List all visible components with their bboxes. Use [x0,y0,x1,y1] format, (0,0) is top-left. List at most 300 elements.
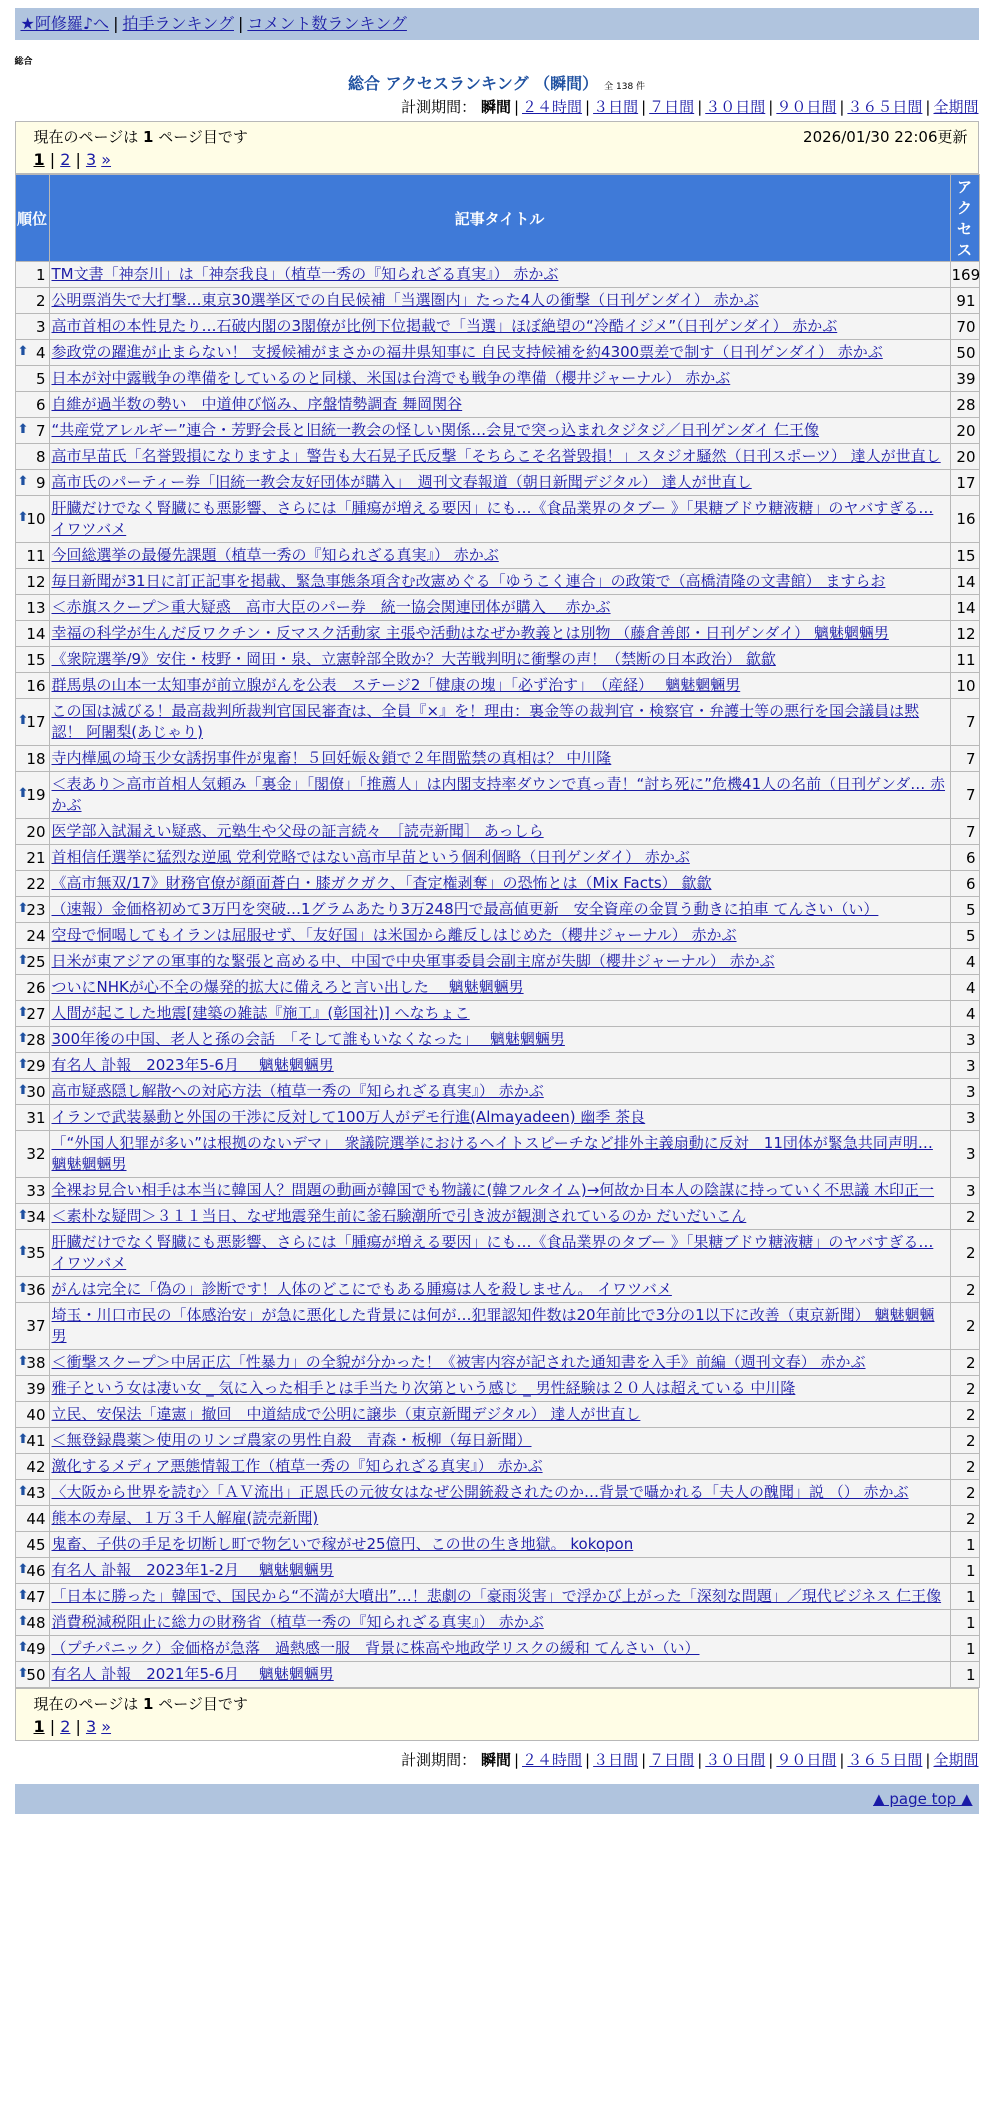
rank-cell [15,746,49,772]
access-count: 169 [950,262,979,288]
access-count: 2 [950,1350,979,1376]
article-link[interactable]: 有名人 訃報 2023年1-2月 魑魅魍魎男 [51,1561,334,1579]
article-link[interactable]: 人間が起こした地震[建築の雑誌『施工』(彰国社)] へなちょこ [51,1004,470,1022]
access-count: 2 [950,1230,979,1277]
article-link[interactable]: 埼玉・川口市民の「体感治安」が急に悪化した背景には何が…犯罪認知件数は20年前比で3分の1以下に改善（東京新聞） 魑魅魍魎男 [51,1306,935,1345]
table-row [15,1376,979,1402]
article-link[interactable]: 幸福の科学が生んだ反ワクチン・反マスク活動家 主張や活動はなぜか教義とは別物 （藤倉善郎・日刊ゲンダイ） 魑魅魍魎男 [51,624,889,642]
period-option[interactable]: 全期間 [933,98,979,116]
rank-cell [15,1454,49,1480]
table-row [15,1303,979,1350]
title-cell [49,496,950,543]
rank-number: 38 [26,1353,46,1372]
access-count: 10 [950,673,979,699]
article-link[interactable]: 今回総選挙の最優先課題（植草一秀の『知られざる真実』） 赤かぶ [51,546,499,564]
period-option[interactable]: ３日間 [593,98,639,116]
title-cell [49,418,950,444]
article-link[interactable]: TM文書「神奈川」は「神奈我良」（植草一秀の『知られざる真実』） 赤かぶ [51,265,559,283]
article-link[interactable]: 公明票消失で大打撃…東京30選挙区での自民候補「当選圏内」たった4人の衝撃（日刊ゲンダイ） 赤かぶ [51,291,759,309]
rank-up-arrow-icon: ⬆ [17,343,29,359]
period-option[interactable]: ７日間 [649,1751,695,1769]
rank-up-arrow-icon: ⬆ [17,952,29,968]
rank-up-arrow-icon: ⬆ [17,1030,29,1046]
rank-cell [15,1027,49,1053]
article-link[interactable]: 立民、安保法「違憲」撤回 中道結成で公明に譲歩（東京新聞デジタル） 達人が世直し [51,1405,641,1423]
article-link[interactable]: ＜無登録農薬＞使用のリンゴ農家の男性自殺 青森・板柳（毎日新聞） [51,1431,532,1449]
rank-up-arrow-icon: ⬆ [17,473,29,489]
title-cell [49,340,950,366]
article-link[interactable]: 肝臓だけでなく腎臓にも悪影響、さらには「腫瘍が増える要因」にも…《食品業界のタブー 》「果糖ブドウ糖液糖」のヤバすぎる… イワツバメ [51,1233,934,1272]
title-cell [49,392,950,418]
title-header: 記事タイトル [49,175,950,262]
rank-number: 20 [26,822,46,841]
article-link[interactable]: 日本が対中露戦争の準備をしているのと同様、米国は台湾でも戦争の準備（櫻井ジャーナル） 赤かぶ [51,369,731,387]
title-cell [49,1506,950,1532]
period-selector: 計測期間： 瞬間 | ２４時間 | ３日間 | ７日間 | ３０日間 | ９０日間 | ３６５日間 | 全期間 [401,98,979,116]
rank-number: 26 [26,978,46,997]
rank-number: 22 [26,874,46,893]
access-count: 3 [950,1105,979,1131]
rank-cell [15,621,49,647]
article-link[interactable]: （速報）金価格初めて3万円を突破…1グラムあたり3万248円で最高値更新 安全資産の金買う動きに拍車 てんさい（い） [51,900,879,918]
page-top-link[interactable]: ▲ page top ▲ [873,1790,973,1808]
period-option: 瞬間 [480,1751,511,1769]
title-cell [49,1350,950,1376]
article-link[interactable]: 全裸お見合い相手は本当に韓国人？問題の動画が韓国でも物議に(韓フルタイム)→何故か日本人の陰謀に持っていく不思議 木印正一 [51,1181,935,1199]
table-row [15,1027,979,1053]
rank-cell [15,496,49,543]
access-count: 6 [950,845,979,871]
access-count: 5 [950,923,979,949]
rank-cell [15,975,49,1001]
table-row [15,262,979,288]
access-count: 1 [950,1584,979,1610]
table-row [15,366,979,392]
title-cell [49,975,950,1001]
article-link[interactable]: 肝臓だけでなく腎臓にも悪影響、さらには「腫瘍が増える要因」にも…《食品業界のタブー 》「果糖ブドウ糖液糖」のヤバすぎる… イワツバメ [51,499,934,538]
table-row [15,444,979,470]
access-count: 4 [950,949,979,975]
period-option[interactable]: ３６５日間 [847,98,923,116]
article-link[interactable]: 高市首相の本性見たり…石破内閣の3閣僚が比例下位掲載で「当選」ほぼ絶望の“冷酷イジメ”（日刊ゲンダイ） 赤かぶ [51,317,838,335]
table-row [15,819,979,845]
rank-number: 5 [35,369,46,388]
rank-number: 44 [26,1509,46,1528]
table-row [15,746,979,772]
rank-number: 1 [35,265,46,284]
access-count: 1 [950,1610,979,1636]
title-cell [49,819,950,845]
article-link[interactable]: 鬼畜、子供の手足を切断し町で物乞いで稼がせ25億円、この世の生き地獄。 kokopon [51,1535,634,1553]
rank-number: 10 [26,510,46,528]
period-option[interactable]: ９０日間 [776,98,837,116]
access-header: アクセス [950,175,979,262]
access-count: 6 [950,871,979,897]
rank-cell [15,1204,49,1230]
rank-number: 14 [26,624,46,643]
article-link[interactable]: 首相信任選挙に猛烈な逆風 党利党略ではない高市早苗という個利個略（日刊ゲンダイ） 赤かぶ [51,848,690,866]
next-page-link[interactable]: » [101,1717,112,1736]
rank-cell [15,1532,49,1558]
rank-number: 9 [35,473,46,492]
article-link[interactable]: （プチパニック）金価格が急落 過熱感一服 背景に株高や地政学リスクの緩和 てんさい（い） [51,1639,700,1657]
table-row [15,1204,979,1230]
table-row [15,1277,979,1303]
rank-up-arrow-icon: ⬆ [17,1665,29,1681]
article-link[interactable]: 300年後の中国、老人と孫の会話 「そして誰もいなくなった」 魑魅魍魎男 [51,1030,565,1048]
title-cell [49,1277,950,1303]
access-count: 2 [950,1402,979,1428]
title-cell [49,1131,950,1178]
access-count: 14 [950,569,979,595]
article-link[interactable]: 雅子という女は凄い女 _ 気に入った相手とは手当たり次第という感じ _ 男性経験は２０人は超えている 中川隆 [51,1379,796,1397]
rank-number: 36 [26,1280,46,1299]
access-count: 2 [950,1454,979,1480]
rank-number: 37 [26,1317,46,1335]
title-cell [49,1480,950,1506]
rank-number: 43 [26,1483,46,1502]
rank-up-arrow-icon: ⬆ [17,1639,29,1655]
table-row [15,1532,979,1558]
table-row [15,1584,979,1610]
access-count: 17 [950,470,979,496]
title-cell [49,288,950,314]
rank-cell [15,569,49,595]
article-link[interactable]: 「日本に勝った」韓国で、国民から“不満が大噴出”…！悲劇の「豪雨災害」で浮かび上がった「深刻な問題」／現代ビジネス 仁王像 [51,1587,942,1605]
page-link[interactable]: 2 [60,1717,71,1736]
table-row [15,1558,979,1584]
table-row [15,923,979,949]
rank-number: 29 [26,1056,46,1075]
rank-up-arrow-icon: ⬆ [17,900,29,916]
rank-cell [15,1636,49,1662]
table-row [15,340,979,366]
article-link[interactable]: 毎日新聞が31日に訂正記事を掲載、緊急事態条項含む改憲めぐる「ゆうこく連合」の政策で（高橋清隆の文書館） ますらお [51,572,886,590]
rank-up-arrow-icon: ⬆ [17,713,29,728]
access-count: 70 [950,314,979,340]
rank-up-arrow-icon: ⬆ [17,1056,29,1072]
title-cell [49,746,950,772]
rank-number: 3 [35,317,46,336]
rank-number: 48 [26,1613,46,1632]
rank-number: 24 [26,926,46,945]
rank-number: 19 [26,786,46,804]
article-link[interactable]: 有名人 訃報 2023年5-6月 魑魅魍魎男 [51,1056,334,1074]
title-cell [49,1027,950,1053]
article-link[interactable]: “共産党アレルギー”連合・芳野会長と旧統一教会の怪しい関係…会見で突っ込まれタジタジ／日刊ゲンダイ 仁王像 [51,421,820,439]
rank-cell [15,1558,49,1584]
next-page-link[interactable]: » [101,150,112,169]
page-link[interactable]: 3 [85,1717,97,1736]
current-page-text-bottom: 現在のページは 1 ページ目です [33,1695,248,1713]
rank-cell [15,1610,49,1636]
table-row [15,496,979,543]
rank-number: 7 [35,421,46,440]
title-cell [49,647,950,673]
article-link[interactable]: 高市疑惑隠し解散への対応方法（植草一秀の『知られざる真実』） 赤かぶ [51,1082,544,1100]
rank-cell [15,845,49,871]
article-link[interactable]: ＜赤旗スクープ＞重大疑惑 高市大臣のパー券 統一協会関連団体が購入 赤かぶ [51,598,611,616]
table-row [15,1610,979,1636]
period-option[interactable]: ２４時間 [522,98,583,116]
access-count: 7 [950,746,979,772]
period-option[interactable]: ７日間 [649,98,695,116]
table-row [15,595,979,621]
table-row [15,1178,979,1204]
title-cell [49,1402,950,1428]
table-row [15,772,979,819]
table-row [15,1053,979,1079]
rank-cell [15,1230,49,1277]
pager-top [15,121,979,174]
access-count: 15 [950,543,979,569]
rank-number: 47 [26,1587,46,1606]
article-link[interactable]: イランで武装暴動と外国の干渉に反対して100万人がデモ行進(Almayadeen) 幽季 茶良 [51,1108,646,1126]
access-count: 2 [950,1376,979,1402]
table-row [15,543,979,569]
article-link[interactable]: 激化するメディア悪態情報工作（植草一秀の『知られざる真実』） 赤かぶ [51,1457,543,1475]
rank-up-arrow-icon: ⬆ [17,421,29,437]
access-count: 7 [950,819,979,845]
rank-cell [15,897,49,923]
title-cell [49,699,950,746]
table-row [15,621,979,647]
title-cell [49,1001,950,1027]
table-row [15,1480,979,1506]
rank-cell [15,1053,49,1079]
rank-number: 39 [26,1379,46,1398]
rank-cell [15,1506,49,1532]
title-cell [49,1079,950,1105]
access-count: 20 [950,418,979,444]
access-count: 2 [950,1428,979,1454]
rank-number: 16 [26,676,46,695]
home-link[interactable]: ★阿修羅♪へ [20,14,110,33]
rank-number: 23 [26,900,46,919]
article-link[interactable]: 消費税減税阻止に総力の財務省（植草一秀の『知られざる真実』） 赤かぶ [51,1613,544,1631]
rank-number: 25 [26,952,46,971]
access-count: 14 [950,595,979,621]
pager-bottom [15,1688,979,1741]
title-cell [49,1178,950,1204]
access-count: 2 [950,1506,979,1532]
table-row [15,975,979,1001]
article-link[interactable]: ついにNHKが心不全の爆発的拡大に備えろと言い出した 魑魅魍魎男 [51,978,524,996]
table-row [15,1454,979,1480]
rank-number: 32 [26,1145,46,1163]
period-option[interactable]: ３０日間 [705,1751,766,1769]
title-cell [49,444,950,470]
article-link[interactable]: 高市氏のパーティー券「旧統一教会友好団体が購入」 週刊文春報道（朝日新聞デジタル） 達人が世直し [51,473,752,491]
period-option[interactable]: 全期間 [933,1751,979,1769]
table-row [15,845,979,871]
title-cell [49,543,950,569]
title-cell [49,1428,950,1454]
access-count: 20 [950,444,979,470]
access-count: 3 [950,1131,979,1178]
access-count: 7 [950,699,979,746]
rank-cell [15,444,49,470]
rank-cell [15,1584,49,1610]
access-count: 1 [950,1636,979,1662]
access-count: 3 [950,1027,979,1053]
footer-bar [15,1784,979,1814]
rank-number: 27 [26,1004,46,1023]
page-link[interactable]: 3 [85,150,97,169]
access-count: 12 [950,621,979,647]
article-link[interactable]: 空母で恫喝してもイランは屈服せず、「友好国」は米国から離反しはじめた（櫻井ジャーナル） 赤かぶ [51,926,737,944]
rank-cell [15,647,49,673]
table-row [15,1350,979,1376]
rank-number: 45 [26,1535,46,1554]
table-row [15,1131,979,1178]
article-link[interactable]: 「“外国人犯罪が多い”は根拠のないデマ」 衆議院選挙におけるヘイトスピーチなど排外主義扇動に反対 11団体が緊急共同声明… 魑魅魍魎男 [51,1134,933,1173]
page-links-bottom: 1 | 2 | 3 » [33,1717,112,1736]
title-cell [49,366,950,392]
title-cell [49,845,950,871]
rank-cell [15,314,49,340]
article-link[interactable]: 〈大阪から世界を読む〉「ＡＶ流出」正恩氏の元彼女はなぜ公開銃殺されたのか…背景で囁かれる「夫人の醜聞」説 （） 赤かぶ [51,1483,909,1501]
title-cell [49,1303,950,1350]
rank-cell [15,1001,49,1027]
updated-time: 2026/01/30 22:06更新 [803,128,968,146]
period-label: 計測期間： [401,98,477,116]
period-selector-bottom: 計測期間： 瞬間 | ２４時間 | ３日間 | ７日間 | ３０日間 | ９０日間 | ３６５日間 | 全期間 [401,1751,979,1769]
table-row [15,470,979,496]
title-cell [49,1610,950,1636]
article-link[interactable]: 日米が東アジアの軍事的な緊張と高める中、中国で中央軍事委員会副主席が失脚（櫻井ジャーナル） 赤かぶ [51,952,775,970]
access-count: 16 [950,496,979,543]
article-link[interactable]: この国は滅びる！最高裁判所裁判官国民審査は、全員『×』を！理由：裏金等の裁判官・検察官・弁護士等の悪行を国会議員は黙認！ 阿闍梨(あじゃり) [51,702,920,741]
rank-number: 50 [26,1665,46,1684]
rank-cell [15,262,49,288]
title-cell [49,1584,950,1610]
top-nav-bar: ★阿修羅♪へ | 拍手ランキング | コメント数ランキング [15,8,979,40]
article-link[interactable]: 自維が過半数の勢い 中道伸び悩み、序盤情勢調査 舞岡関谷 [51,395,463,413]
table-row [15,1506,979,1532]
access-count: 39 [950,366,979,392]
access-count: 2 [950,1303,979,1350]
rank-cell [15,1428,49,1454]
rank-number: 41 [26,1431,46,1450]
rank-up-arrow-icon: ⬆ [17,1004,29,1020]
rank-up-arrow-icon: ⬆ [17,786,29,801]
article-link[interactable]: 有名人 訃報 2021年5-6月 魑魅魍魎男 [51,1665,334,1683]
access-count: 2 [950,1204,979,1230]
rank-cell [15,1131,49,1178]
rank-number: 35 [26,1244,46,1262]
table-row [15,1105,979,1131]
table-row [15,1079,979,1105]
access-count: 1 [950,1558,979,1584]
table-row [15,1636,979,1662]
rank-number: 13 [26,598,46,617]
article-link[interactable]: 《衆院選挙/9》安住・枝野・岡田・泉、立憲幹部全敗か？大苦戦判明に衝撃の声！（禁断の日本政治） 歙歙 [51,650,776,668]
rank-number: 46 [26,1561,46,1580]
access-count: 5 [950,897,979,923]
article-link[interactable]: ＜衝撃スクープ＞中居正広「性暴力」の全貌が分かった！《被害内容が記された通知書を入手》前編（週刊文春） 赤かぶ [51,1353,866,1371]
title-cell [49,923,950,949]
clap-ranking-link[interactable]: 拍手ランキング [122,14,234,33]
rank-number: 33 [26,1181,46,1200]
access-count: 2 [950,1277,979,1303]
rank-number: 11 [26,546,46,565]
rank-cell [15,699,49,746]
period-option[interactable]: ２４時間 [522,1751,583,1769]
rank-number: 15 [26,650,46,669]
table-row [15,569,979,595]
page-links: 1 | 2 | 3 » [33,150,112,169]
rank-cell [15,1662,49,1688]
article-link[interactable]: がんは完全に「偽の」診断です！人体のどこにでもある腫瘍は人を殺しません。 イワツバメ [51,1280,672,1298]
title-cell [49,569,950,595]
rank-number: 17 [26,713,46,731]
title-cell [49,949,950,975]
rank-number: 34 [26,1207,46,1226]
table-row [15,1230,979,1277]
period-option[interactable]: ３６５日間 [847,1751,923,1769]
table-row [15,1662,979,1688]
access-count: 4 [950,1001,979,1027]
table-row [15,418,979,444]
page-link: 1 [33,150,45,169]
title-cell [49,897,950,923]
page-link: 1 [33,1717,45,1736]
rank-up-arrow-icon: ⬆ [17,1207,29,1223]
article-link[interactable]: 高市早苗氏「名誉毀損になりますよ」警告も大石晃子氏反撃「そちらこそ名誉毀損！」スタジオ騒然（日刊スポーツ） 達人が世直し [51,447,941,465]
article-link[interactable]: 群馬県の山本一太知事が前立腺がんを公表 ステージ2「健康の塊」「必ず治す」 （産経） 魑魅魍魎男 [51,676,741,694]
category-label: 総合 [14,57,33,67]
period-option[interactable]: ３日間 [593,1751,639,1769]
title-cell [49,1662,950,1688]
rank-cell [15,673,49,699]
access-count: 1 [950,1532,979,1558]
rank-cell [15,949,49,975]
rank-number: 2 [35,291,46,310]
ranking-table [15,174,980,1688]
article-link[interactable]: 寺内樺風の埼玉少女誘拐事件が鬼畜！５回妊娠＆鎖で２年間監禁の真相は？ 中川隆 [51,749,612,767]
title-cell [49,1053,950,1079]
article-link[interactable]: 熊本の寿屋、１万３千人解雇(読売新聞) [51,1509,319,1527]
rank-up-arrow-icon: ⬆ [17,1483,29,1499]
article-link[interactable]: ＜表あり＞高市首相人気頼み「裏金」「閣僚」「推薦人」は内閣支持率ダウンで真っ青！“討ち死に”危機41人の名前（日刊ゲンダ… 赤かぶ [51,775,946,814]
rank-up-arrow-icon: ⬆ [17,510,29,525]
title-cell [49,1558,950,1584]
rank-cell [15,392,49,418]
period-option: 瞬間 [480,98,511,116]
rank-number: 8 [35,447,46,466]
page-link[interactable]: 2 [60,150,71,169]
article-link[interactable]: 医学部入試漏えい疑惑、元塾生や父母の証言続々 ［読売新聞］ あっしら [51,822,544,840]
rank-cell [15,543,49,569]
comment-ranking-link[interactable]: コメント数ランキング [247,14,407,33]
rank-cell [15,1277,49,1303]
rank-cell [15,1376,49,1402]
table-row [15,673,979,699]
article-link[interactable]: ＜素朴な疑問＞３１１当日、なぜ地震発生前に釜石験潮所で引き波が観測されているのか だいだいこん [51,1207,747,1225]
title-cell [49,1376,950,1402]
article-link[interactable]: 《高市無双/17》財務官僚が顔面蒼白・膝ガクガク、「査定権剥奪」の恐怖とは（Mix Facts） 歙歙 [51,874,712,892]
title-cell [49,1532,950,1558]
title-cell [49,1105,950,1131]
rank-cell [15,1105,49,1131]
article-link[interactable]: 参政党の躍進が止まらない！ 支援候補がまさかの福井県知事に 自民支持候補を約4300票差で制す（日刊ゲンダイ） 赤かぶ [51,343,883,361]
rank-number: 12 [26,572,46,591]
period-option[interactable]: ３０日間 [705,98,766,116]
period-label: 計測期間： [401,1751,477,1769]
access-count: 3 [950,1178,979,1204]
period-option[interactable]: ９０日間 [776,1751,837,1769]
